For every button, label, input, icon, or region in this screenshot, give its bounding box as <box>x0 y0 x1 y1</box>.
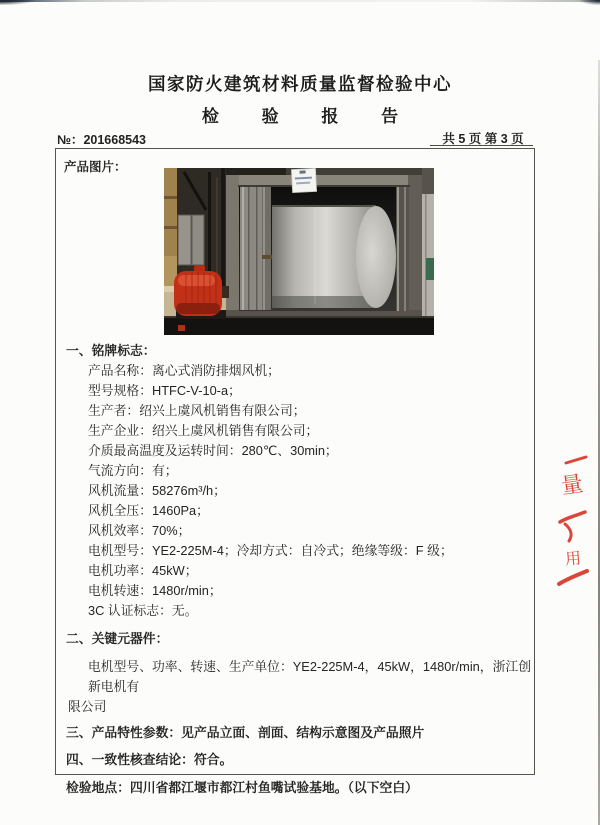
report-number-label: №： <box>57 133 84 147</box>
product-photo-label: 产品图片： <box>64 160 127 174</box>
nameplate-heading: 一、铭牌标志： <box>66 343 156 358</box>
nameplate-item-product-name: 产品名称：离心式消防排烟风机； <box>88 363 280 378</box>
nameplate-item-manufacturer: 生产企业：绍兴上虞风机销售有限公司； <box>88 423 319 438</box>
nameplate-item-motor-speed: 电机转速：1480r/min； <box>88 583 222 598</box>
nameplate-item-producer: 生产者：绍兴上虞风机销售有限公司； <box>88 403 306 418</box>
nameplate-item-3c-mark: 3C 认证标志：无。 <box>88 603 198 618</box>
seal-character-2: 用 <box>564 550 582 569</box>
nameplate-item-flow-rate: 风机流量：58276m³/h； <box>88 483 226 498</box>
organization-title: 国家防火建筑材料质量监督检验中心 <box>148 74 452 94</box>
red-seal-fragment <box>553 452 597 592</box>
report-text <box>56 341 534 798</box>
report-body-box <box>55 148 535 795</box>
product-photo <box>164 168 434 335</box>
key-components-text-line2: 限公司 <box>68 699 107 714</box>
nameplate-item-model: 型号规格：HTFC-V-10-a； <box>88 383 241 398</box>
sample-tag <box>291 168 316 192</box>
page-indicator: 共 5 页 第 3 页 <box>442 132 524 146</box>
page-indicator-underline <box>430 145 533 146</box>
seal-character-1: 量 <box>559 470 585 499</box>
inspection-location-line: 检验地点：四川省都江堰市都江村鱼嘴试验基地。（以下空白） <box>66 780 418 795</box>
scan-corner-top-right <box>580 0 600 5</box>
nameplate-item-efficiency: 风机效率：70%； <box>88 523 191 538</box>
characteristics-line: 三、产品特性参数：见产品立面、剖面、结构示意图及产品照片 <box>66 725 425 740</box>
nameplate-item-motor-power: 电机功率：45kW； <box>88 563 198 578</box>
report-number-value: 201668543 <box>83 133 147 147</box>
nameplate-item-motor-model: 电机型号：YE2-225M-4；冷却方式：自冷式；绝缘等级：F 级； <box>88 543 453 558</box>
nameplate-item-airflow: 气流方向：有； <box>88 463 178 478</box>
nameplate-item-pressure: 风机全压：1460Pa； <box>88 503 209 518</box>
key-components-heading: 二、关键元器件： <box>66 631 169 646</box>
conformity-line: 四、一致性核查结论：符合。 <box>66 752 233 767</box>
report-number <box>57 130 146 148</box>
key-components-text-line1: 电机型号、功率、转速、生产单位：YE2-225M-4，45kW，1480r/min，浙江创新电机有 <box>88 659 531 694</box>
nameplate-item-medium-temp: 介质最高温度及运转时间：280℃、30min； <box>88 443 338 458</box>
scan-corner-top-left <box>0 0 34 5</box>
report-title: 检 验 报 告 <box>201 107 418 126</box>
scan-top-edge <box>0 0 600 2</box>
